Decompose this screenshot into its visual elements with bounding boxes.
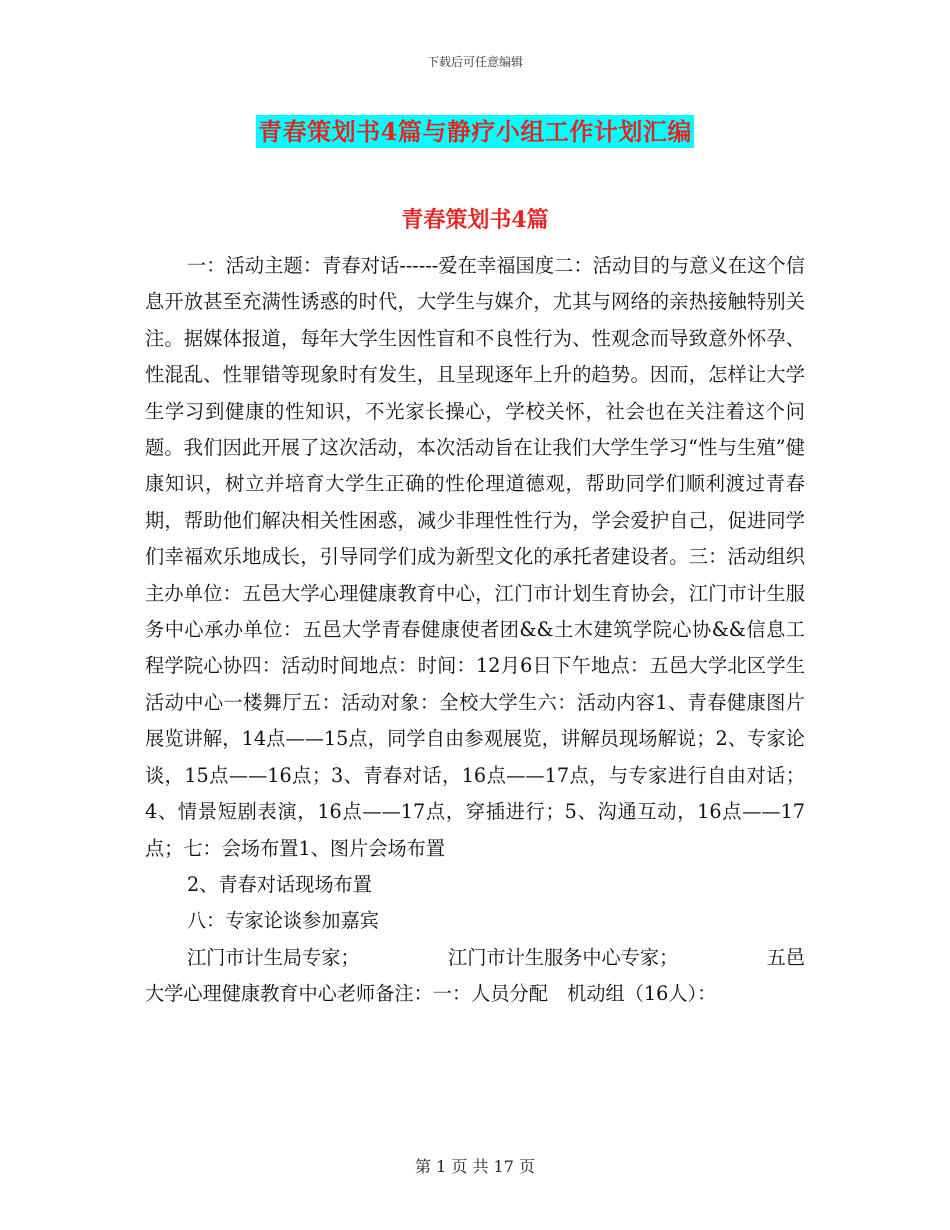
guest-item: 江门市计生服务中心专家； [448,945,679,969]
guest-item: 五邑 [766,945,805,969]
paragraph-notes: 大学心理健康教育中心老师备注：一：人员分配 机动组（16人）： [145,982,717,1006]
document-title [0,112,950,147]
paragraph-main: 一：活动主题：青春对话------爱在幸福国度二：活动目的与意义在这个信息开放甚至充满性诱惑的时代，大学生与媒介，尤其与网络的亲热接触特别关注。据媒体报道，每年大学生因性盲和不良性行为、性观念而导致意外怀孕、性混乱、性罪错等现象时有发生，且呈现逐年上升的趋势。因而，怎样让大学生学习到健康的性知识，不光家长操心，学校关怀，社会也在关注着这个问题。我们因此开展了这次活动，本次活动旨在让我们大学生学习“性与生殖”健康知识，树立并培育大学生正确的性伦理道德观，帮助同学们顺利渡过青春期，帮助他们解决相关性困惑，减少非理性性行为，学会爱护自己，促进同学们幸福欢乐地成长，引导同学们成为新型文化的承托者建设者。三：活动组织主办单位：五邑大学心理健康教育中心，江门市计划生育协会，江门市计生服务中心承办单位：五邑大学青春健康使者团&&土木建筑学院心协&&信息工程学院心协四：活动时间地点：时间：12月6日下午地点：五邑大学北区学生活动中心一楼舞厅五：活动对象：全校大学生六：活动内容1、青春健康图片展览讲解，14点——15点，同学自由参观展览，讲解员现场解说；2、专家论谈，15点——16点；3、青春对话，16点——17点，与专家进行自由对话；4、情景短剧表演，16点——17点，穿插进行；5、沟通互动，16点——17点；七：会场布置1、图片会场布置 [145,254,805,860]
guest-item: 江门市计生局专家； [187,945,360,969]
paragraph-venue: 2、青春对话现场布置 [187,872,372,896]
document-title-text: 青春策划书4篇与静疗小组工作计划汇编 [258,117,692,146]
section-title: 青春策划书4篇 [401,207,549,233]
paragraph-guests-heading: 八：专家论谈参加嘉宾 [187,909,379,933]
page-footer: 第 1 页 共 17 页 [415,1157,535,1176]
document-body [145,248,805,1013]
guest-list [145,940,805,976]
header-note: 下载后可任意编辑 [426,55,523,69]
